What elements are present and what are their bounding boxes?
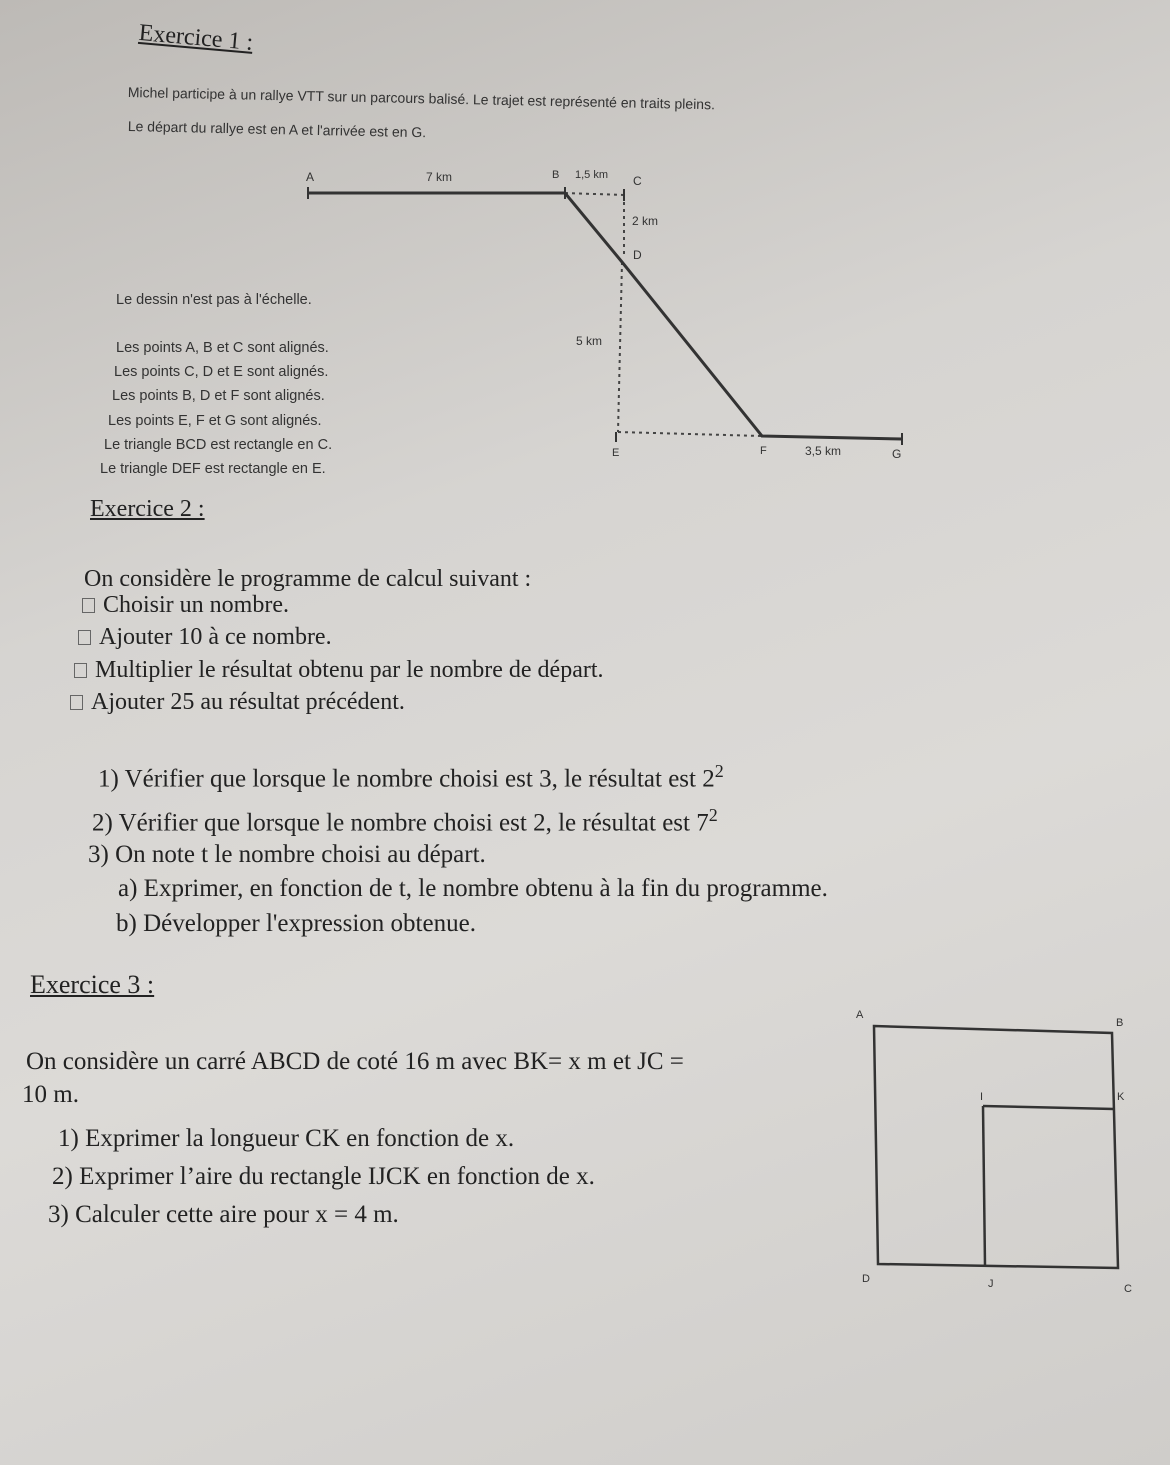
segment-de-dashed	[618, 262, 622, 432]
label-point-d: D	[633, 248, 642, 262]
label-point-f: F	[760, 445, 767, 457]
label-point-c: C	[1124, 1283, 1132, 1295]
label-point-i: I	[980, 1091, 984, 1103]
exercise1-fact: Le triangle BCD est rectangle en C.	[104, 437, 333, 453]
label-point-e: E	[612, 447, 620, 459]
exercise2-title: Exercice 2 :	[90, 496, 205, 522]
label-point-a: A	[856, 1009, 864, 1021]
segment-ik	[983, 1106, 1114, 1109]
label-point-j: J	[988, 1278, 994, 1290]
exercise2-question-1: 1) Vérifier que lorsque le nombre choisi est 3, le résultat est $2^2$	[98, 761, 724, 793]
label-length-ab: 7 km	[426, 170, 453, 184]
route-path	[308, 193, 902, 439]
segment-ef-dashed	[618, 432, 762, 436]
exercise3-square-diagram	[840, 1000, 1160, 1300]
label-point-g: G	[892, 447, 902, 461]
program-step: Multiplier le résultat obtenu par le nombre de départ.	[74, 657, 604, 684]
exercise1-title: Exercice 1 :	[137, 20, 255, 56]
exercise3-question-3: 3) Calculer cette aire pour x = 4 m.	[48, 1201, 399, 1228]
label-length-ce: 5 km	[576, 334, 603, 348]
exercise1-fact: Les points C, D et E sont alignés.	[114, 364, 329, 380]
segment-bc-dashed	[565, 193, 624, 195]
label-point-a: A	[306, 170, 315, 184]
label-point-d: D	[862, 1273, 870, 1285]
exercise1-route-diagram	[0, 0, 1170, 480]
exercise3-intro-line2: 10 m.	[22, 1081, 79, 1108]
exercise1-fact: Les points E, F et G sont alignés.	[108, 413, 322, 429]
exercise1-fact: Les points B, D et F sont alignés.	[112, 388, 325, 404]
segment-ij	[983, 1106, 985, 1266]
label-point-k: K	[1117, 1091, 1125, 1103]
program-step: Choisir un nombre.	[82, 592, 289, 619]
checkbox-icon	[74, 663, 87, 678]
exercise1-fact: Les points A, B et C sont alignés.	[116, 340, 329, 356]
exercise2-intro: On considère le programme de calcul suivant :	[84, 566, 532, 592]
exercise3-question-1: 1) Exprimer la longueur CK en fonction de x.	[58, 1125, 515, 1152]
square-abcd	[874, 1026, 1118, 1268]
program-step: Ajouter 10 à ce nombre.	[78, 624, 332, 651]
exercise1-scale-note: Le dessin n'est pas à l'échelle.	[116, 292, 312, 308]
label-point-b: B	[1116, 1017, 1124, 1029]
exercise2-question-3b: b) Développer l'expression obtenue.	[116, 910, 476, 937]
exercise3-title: Exercice 3 :	[30, 970, 155, 999]
label-length-bc: 1,5 km	[575, 169, 609, 181]
label-length-cd: 2 km	[632, 214, 659, 228]
exercise2-question-2: 2) Vérifier que lorsque le nombre choisi est 2, le résultat est $7^2$	[92, 805, 718, 837]
exercise3-question-2: 2) Exprimer l’aire du rectangle IJCK en fonction de x.	[52, 1163, 595, 1190]
exercise3-intro-line1: On considère un carré ABCD de coté 16 m avec BK= x m et JC =	[26, 1048, 684, 1075]
checkbox-icon	[78, 630, 91, 645]
label-point-c: C	[633, 174, 642, 188]
program-step: Ajouter 25 au résultat précédent.	[70, 689, 405, 716]
exercise2-question-3: 3) On note t le nombre choisi au départ.	[88, 841, 486, 868]
label-length-fg: 3,5 km	[805, 444, 842, 458]
exercise1-intro-line2: Le départ du rallye est en A et l'arrivée est en G.	[127, 118, 427, 141]
exercise2-question-3a: a) Exprimer, en fonction de t, le nombre obtenu à la fin du programme.	[118, 875, 828, 902]
point-markers	[308, 187, 902, 445]
checkbox-icon	[70, 695, 83, 710]
label-point-b: B	[552, 169, 560, 181]
exercise1-intro-line1: Michel participe à un rallye VTT sur un parcours balisé. Le trajet est représenté en traits pleins.	[127, 84, 716, 113]
checkbox-icon	[82, 598, 95, 613]
exercise1-fact: Le triangle DEF est rectangle en E.	[100, 461, 326, 477]
